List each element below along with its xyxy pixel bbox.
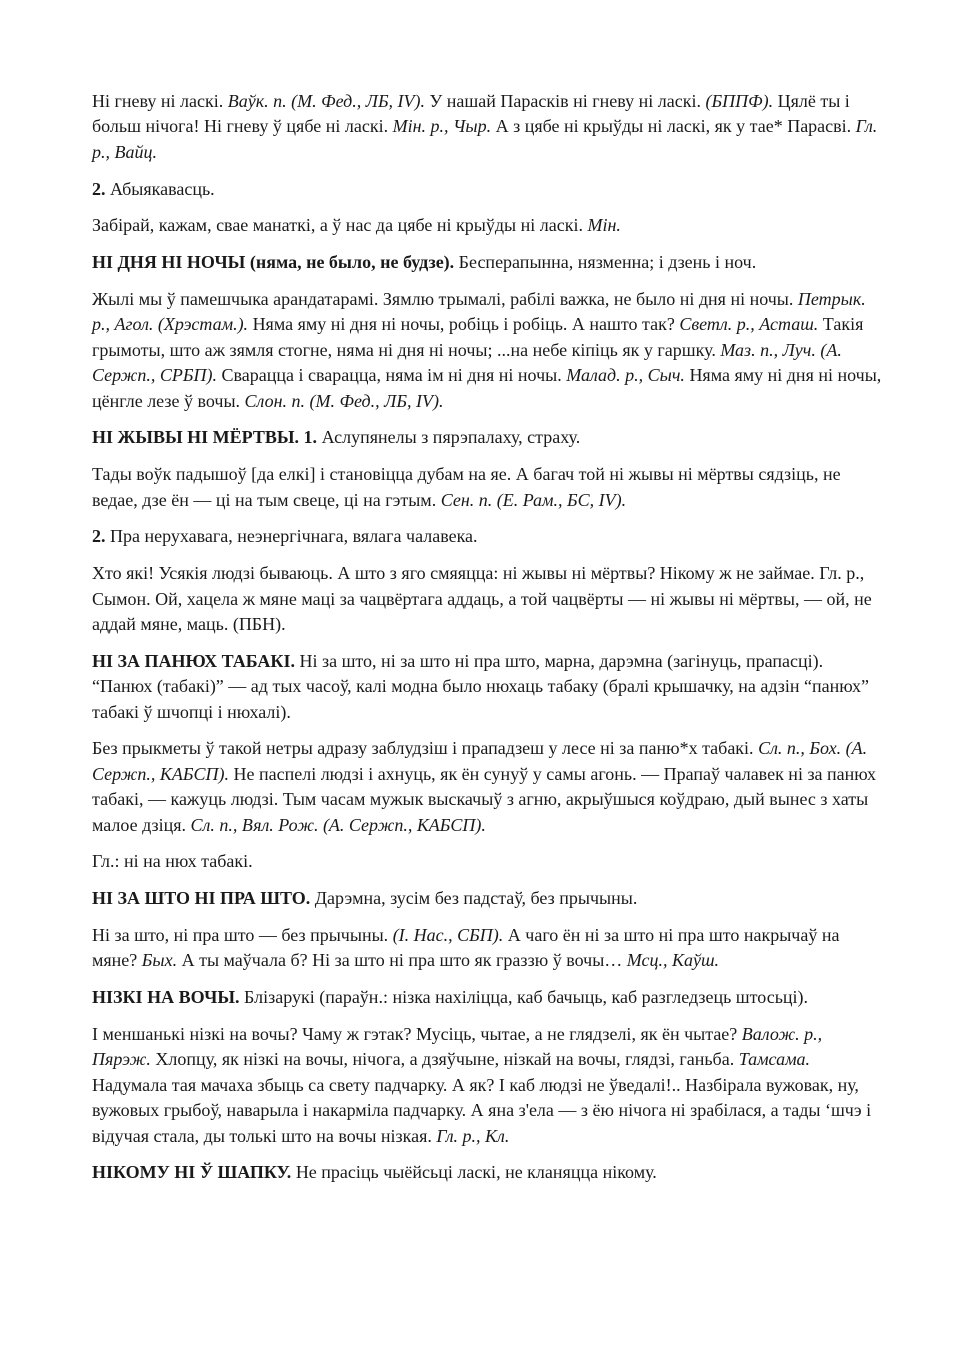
document-page: [92, 89, 882, 1197]
text-run: Ні гневу ні ласкі.: [92, 91, 228, 111]
italic-citation: Мін.: [587, 215, 621, 236]
text-run: Гл.: ні на нюх табакі.: [92, 851, 253, 872]
text-run: Хлопцу, як нізкі на вочы, нічога, а дзяўчыне, нізкай на вочы, глядзі, ганьба.: [150, 1049, 739, 1070]
bold-text: НІ ЖЫВЫ НІ МЁРТВЫ. 1.: [92, 427, 318, 448]
paragraph: [92, 524, 882, 549]
text-run: Сварацца і сварацца, няма ім ні дня ні ночы.: [217, 365, 567, 386]
text-run: Надумала тая мачаха збыць са свету падчарку. А як? І каб людзі не ўведалі!.. Назбірала вужовак, ну, вужовых грыбоў, наварыла і накарміла падчарку. А яна з'ела — з ёю нічога ні зрабілася, а тады ‘шчэ і відучая стала, ды толькі што на вочы нізкая.: [92, 1074, 872, 1146]
italic-citation: Тамсама.: [738, 1049, 811, 1070]
paragraph: [92, 561, 882, 637]
italic-citation: Гл. р., Вайц.: [92, 116, 878, 162]
italic-citation: Малад. р., Сыч.: [566, 365, 685, 386]
italic-citation: Маз. п., Луч. (А. Сержп., СРБП).: [92, 339, 842, 386]
text-run: Ні за што, ні пра што — без прычыны.: [92, 925, 393, 946]
text-run: Бесперапынна, нязменна; і дзень і ноч.: [454, 252, 757, 273]
italic-citation: Валож. р., Пярэж.: [92, 1024, 823, 1070]
bold-text: НІ ЗА ПАНЮХ ТАБАКІ.: [92, 650, 295, 671]
italic-citation: Петрык. р., Агол. (Хрэстам.).: [92, 289, 866, 335]
bold-text: НІ ДНЯ НІ НОЧЫ (няма, не было, не будзе).: [92, 252, 455, 273]
text-run: А чаго ён ні за што ні пра што накрычаў на мяне?: [92, 925, 840, 971]
italic-citation: Сл. п., Бох. (А. Сержп., КАБСП).: [92, 738, 868, 784]
text-run: У нашай Парасків ні гневу ні ласкі.: [425, 91, 706, 111]
text-run: А з цябе ні крыўды ні ласкі, як у тае* Парасві.: [491, 116, 856, 137]
paragraph: [92, 849, 882, 874]
italic-citation: (І. Нас., СБП).: [392, 925, 504, 946]
italic-citation: Ваўк. п. (М. Фед., ЛБ, IV).: [227, 91, 426, 111]
italic-citation: Слон. п. (М. Фед., ЛБ, IV).: [244, 390, 444, 411]
text-run: Цялё ты і больш нічога! Ні гневу ў цябе ні ласкі.: [92, 91, 850, 137]
paragraph: [92, 425, 882, 450]
text-run: Забірай, кажам, свае манаткі, а ў нас да цябе ні крыўды ні ласкі.: [92, 215, 588, 236]
italic-citation: Гл. р., Кл.: [436, 1125, 510, 1146]
bold-text: НІЗКІ НА ВОЧЫ.: [92, 987, 240, 1008]
text-run: Абыякавасць.: [105, 178, 215, 199]
paragraph: [92, 1160, 882, 1185]
text-run: Тады воўк падышоў [да елкі] і становіцца дубам на яе. А багач той ні жывы ні мёртвы сядзіць, не ведае, дзе ён — ці на тым свеце, ці на гэтым.: [92, 464, 841, 510]
paragraph: [92, 923, 882, 974]
italic-citation: Бых.: [141, 950, 178, 971]
bold-text: 2.: [92, 178, 106, 199]
paragraph: [92, 462, 882, 513]
bold-text: НІ ЗА ШТО НІ ПРА ШТО.: [92, 888, 311, 909]
text-run: Без прыкметы ў такой нетры адразу заблудзіш і прападзеш у лесе ні за паню*х табакі.: [92, 738, 759, 759]
paragraph: [92, 287, 882, 414]
paragraph: [92, 250, 882, 275]
paragraph: [92, 649, 882, 725]
text-run: Аслупянелы з пярэпалаху, страху.: [317, 427, 581, 448]
bold-text: 2.: [92, 526, 106, 547]
text-run: Дарэмна, зусім без падстаў, без прычыны.: [310, 888, 638, 909]
italic-citation: Мін. р., Чыр.: [392, 116, 492, 137]
text-run: Хто які! Усякія людзі бываюць. А што з яго смяяцца: ні жывы ні мёртвы? Нікому ж не займае. Гл. р., Сымон. Ой, хацела ж мяне маці за чацвёртага аддаць, а той чацвёрты — ні жывы ні мёртвы, — ой, не аддай мяне, маць. (ПБН).: [92, 563, 872, 635]
text-run: Не прасіць чыёйсьці ласкі, не кланяцца нікому.: [291, 1162, 657, 1183]
paragraph: [92, 736, 882, 838]
paragraph: [92, 89, 882, 165]
text-run: Пра нерухавага, неэнергічнага, вялага чалавека.: [105, 526, 478, 547]
paragraph: [92, 1022, 882, 1149]
text-run: Няма яму ні дня ні ночы, цёнгле лезе ў вочы.: [92, 365, 882, 411]
text-run: Жылі мы ў памешчыка арандатарамі. Зямлю трымалі, рабілі важка, не было ні дня ні ночы.: [92, 289, 798, 309]
text-run: І меншанькі нізкі на вочы? Чаму ж гэтак? Мусіць, чытае, а не глядзелі, як ён чытае?: [92, 1024, 742, 1045]
text-run: Не паспелі людзі і ахнуць, як ён сунуў у самы агонь. — Прапаў чалавек ні за панюх табакі, — кажуць людзі. Тым часам мужык выскачыў з агню, акрыўшыся коўдраю, дый вынес з хаты малое дзіця.: [92, 763, 877, 835]
italic-citation: Мсц., Каўш.: [626, 950, 720, 971]
italic-citation: Светл. р., Асташ.: [679, 314, 819, 335]
paragraph: [92, 886, 882, 911]
paragraph: [92, 985, 882, 1010]
italic-citation: Сен. п. (Е. Рам., БС, IV).: [440, 489, 627, 510]
paragraph: [92, 177, 882, 202]
italic-citation: Сл. п., Вял. Рож. (А. Сержп., КАБСП).: [190, 814, 486, 835]
paragraph: [92, 213, 882, 238]
text-run: Няма яму ні дня ні ночы, робіць і робіць. А нашто так?: [248, 314, 680, 335]
italic-citation: (БППФ).: [705, 91, 774, 111]
bold-text: НІКОМУ НІ Ў ШАПКУ.: [92, 1162, 292, 1183]
text-run: Блізарукі (параўн.: нізка нахіліцца, каб бачыць, каб разгледзець штосьці).: [239, 987, 809, 1008]
text-run: Ні за што, ні за што ні пра што, марна, дарэмна (загінуць, прапасці). “Панюх (табакі)” — ад тых часоў, калі модна было нюхаць табаку (бралі крышачку, на адзін “панюх” табакі ў шчопці і нюхалі).: [92, 650, 870, 722]
text-run: Такія грымоты, што аж зямля стогне, няма ні дня ні ночы; ...на небе кіпіць як у гаршку.: [92, 314, 864, 360]
text-run: А ты маўчала б? Ні за што ні пра што як граззю ў вочы…: [177, 950, 627, 971]
